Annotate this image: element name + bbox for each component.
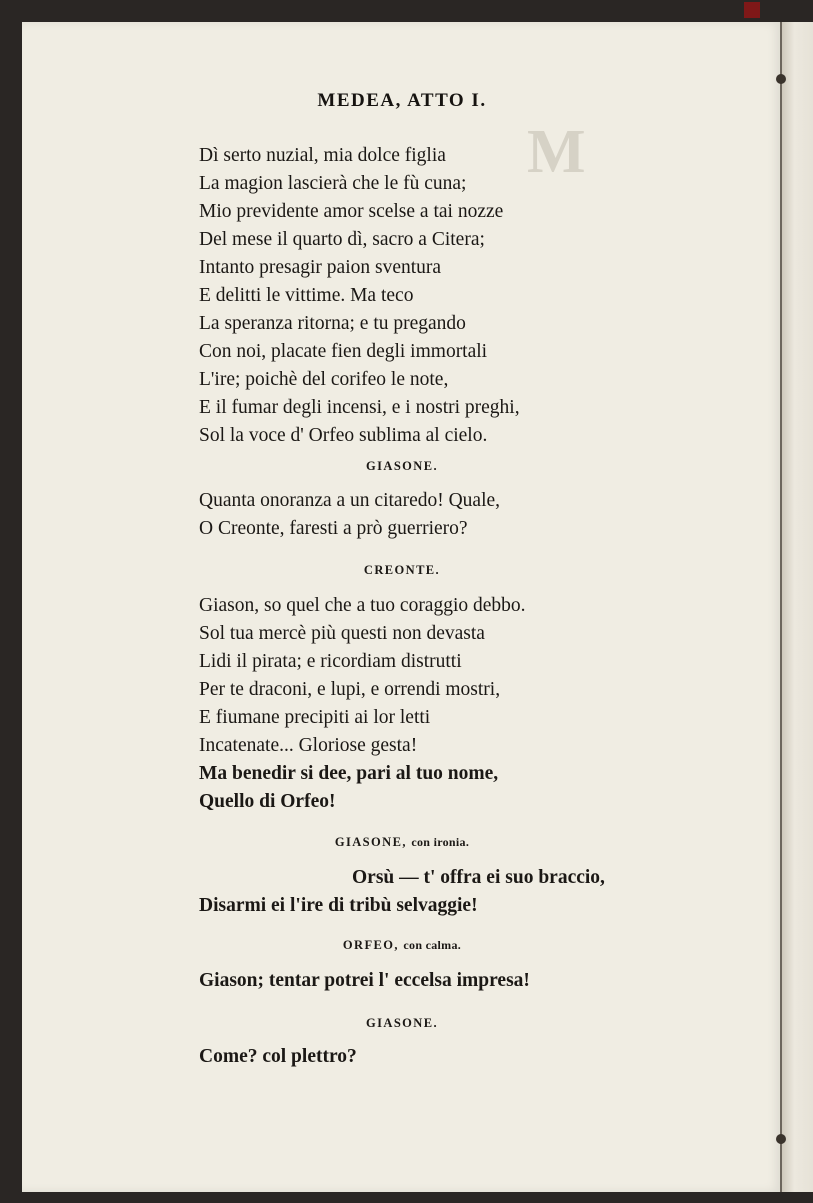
speaker-name: GIASONE. [366,459,438,473]
verse-line: Orsù — t' offra ei suo braccio, [352,867,605,888]
verse-line: Del mese il quarto dì, sacro a Citera; [199,229,485,250]
verse-line: Sol tua mercè più questi non devasta [199,623,485,644]
speaker-with-direction [22,938,782,953]
verse-line: Incatenate... Gloriose gesta! [199,735,418,756]
verse-line: Come? col plettro? [199,1046,357,1067]
verse-line: Ma benedir si dee, pari al tuo nome, [199,763,499,784]
binding-thread-dot [776,1134,786,1144]
verse-line: Disarmi ei l'ire di tribù selvaggie! [199,895,478,916]
verse-line: Quanta onoranza a un citaredo! Quale, [199,490,501,511]
verse-line: Dì serto nuzial, mia dolce figlia [199,145,446,166]
verse-line: Mio previdente amor scelse a tai nozze [199,201,504,222]
verse-line: Intanto presagir paion sventura [199,257,442,278]
stage-direction: con ironia. [411,835,470,849]
verse-line: Sol la voce d' Orfeo sublima al cielo. [199,425,488,446]
verse-line: Giason; tentar potrei l' eccelsa impresa! [199,970,530,991]
verse-line: Quello di Orfeo! [199,791,336,812]
bleed-through-text: M [527,118,592,186]
speaker-name: ORFEO, [342,938,399,952]
speaker-name: GIASONE. [366,1016,438,1030]
verse-line: Per te draconi, e lupi, e orrendi mostri, [199,679,501,700]
verse-line: La magion lascierà che le fù cuna; [199,173,467,194]
stage-direction: con calma. [403,938,462,952]
book-page [22,22,782,1192]
speaker-name: CREONTE. [363,563,441,577]
verse-line: E fiumane precipiti ai lor letti [199,707,431,728]
verse-line: Lidi il pirata; e ricordiam distrutti [199,651,462,672]
running-header: MEDEA, ATTO I. [317,90,487,111]
verse-line: Con noi, placate fien degli immortali [199,341,488,362]
verse-line: O Creonte, faresti a prò guerriero? [199,518,468,539]
speaker-name: GIASONE, [334,835,407,849]
speaker-with-direction [22,835,782,850]
verse-line: E il fumar degli incensi, e i nostri preghi, [199,397,520,418]
facing-page-edge [782,22,813,1192]
verse-line: L'ire; poichè del corifeo le note, [199,369,449,390]
library-tab-mark [744,2,760,18]
verse-line: E delitti le vittime. Ma teco [199,285,414,306]
binding-thread-dot [776,74,786,84]
verse-line: La speranza ritorna; e tu pregando [199,313,466,334]
verse-line: Giason, so quel che a tuo coraggio debbo. [199,595,526,616]
